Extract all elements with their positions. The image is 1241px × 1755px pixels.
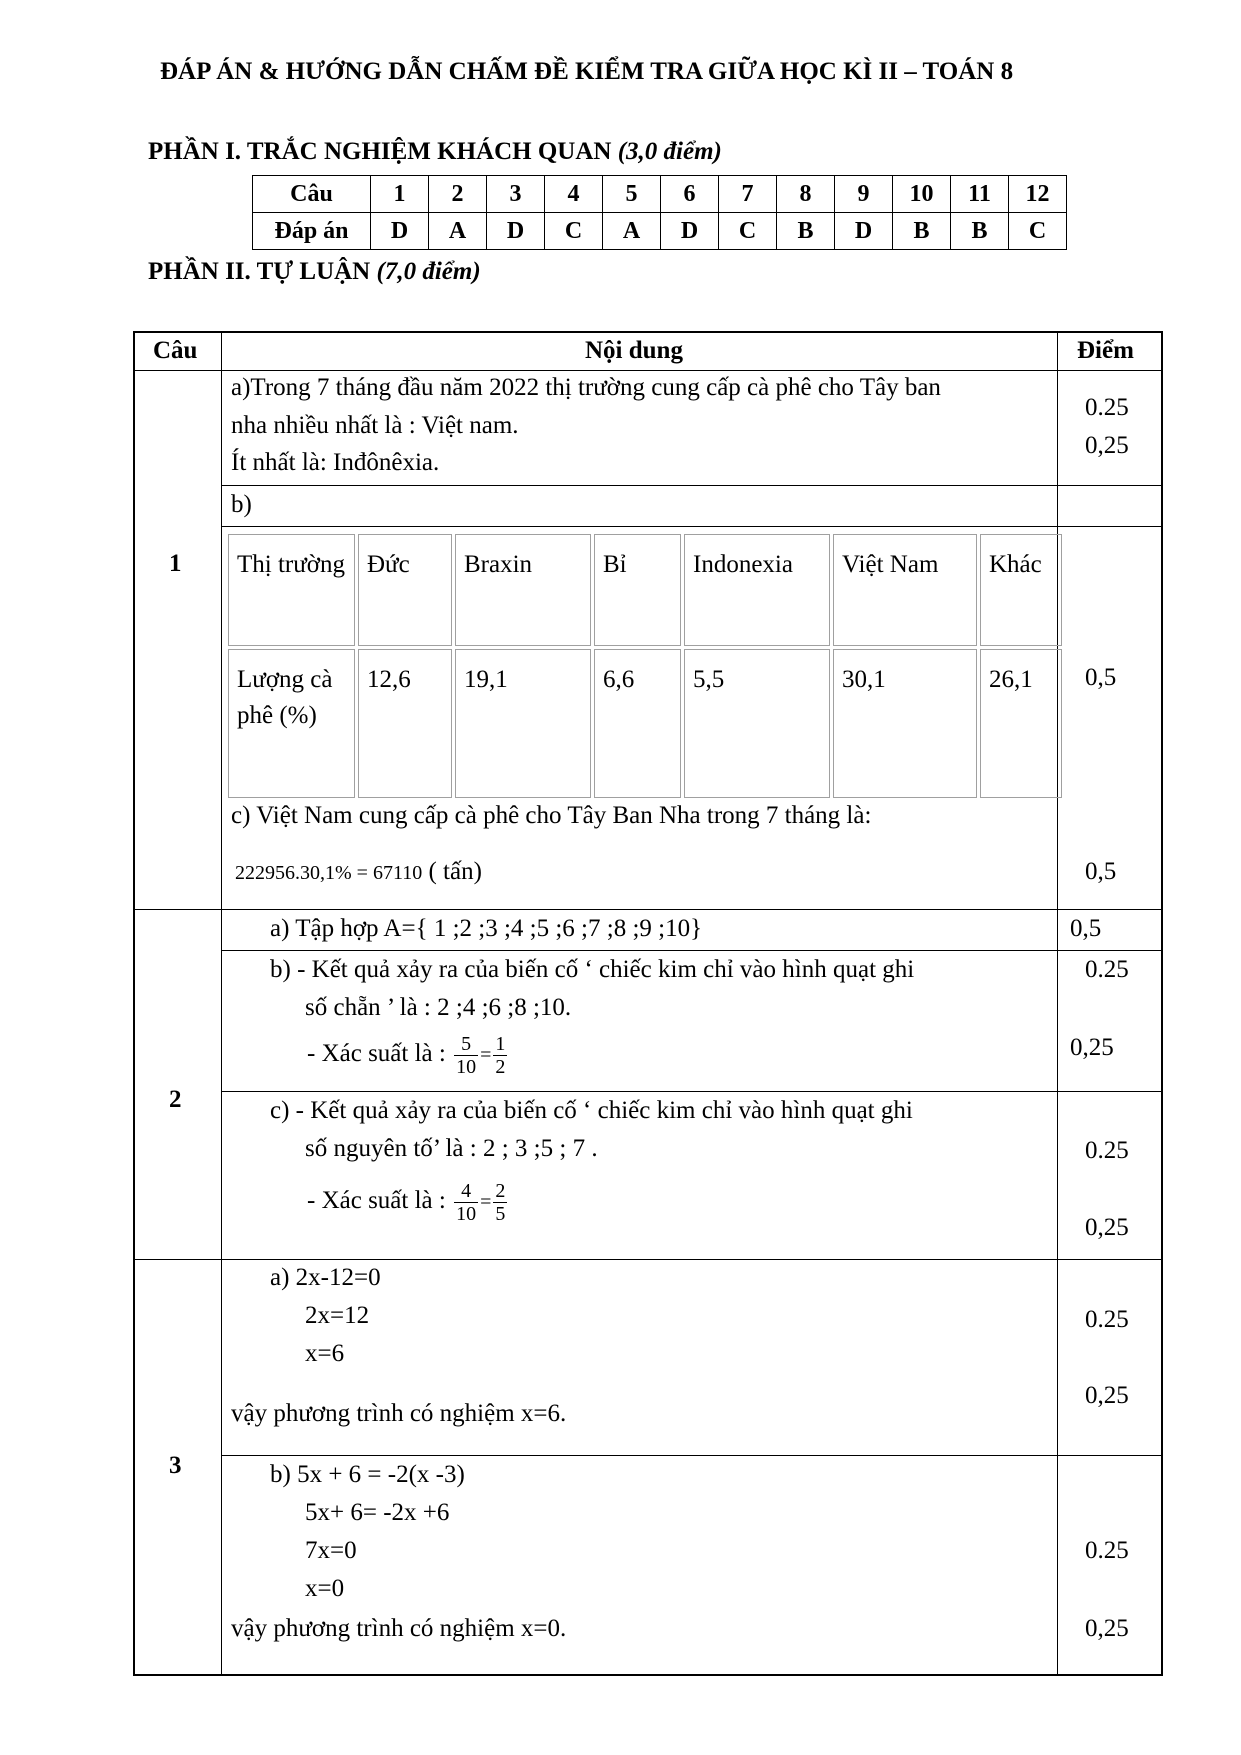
q3a-line3: x=6 xyxy=(305,1340,345,1367)
coffee-table-value-cell: 6,6 xyxy=(594,649,681,798)
question-number: 12 xyxy=(1009,176,1067,213)
q3a-line2: 2x=12 xyxy=(305,1302,370,1329)
q2b-probability xyxy=(307,1033,509,1078)
q3b-line3: 7x=0 xyxy=(305,1537,357,1564)
page-title: ĐÁP ÁN & HƯỚNG DẪN CHẤM ĐỀ KIỂM TRA GIỮA HỌC KÌ II – TOÁN 8 xyxy=(160,58,1014,85)
coffee-table-header-row xyxy=(228,534,1062,646)
q1c-unit: ( tấn) xyxy=(428,858,482,885)
part1-points: (3,0 điểm) xyxy=(617,138,722,165)
q3b-score1: 0.25 xyxy=(1085,1537,1129,1564)
fraction-numerator: 4 xyxy=(454,1180,478,1203)
question-number: 8 xyxy=(777,176,835,213)
question-number: 5 xyxy=(603,176,661,213)
header-cau: Câu xyxy=(153,337,198,364)
q3b-line1: b) 5x + 6 = -2(x -3) xyxy=(270,1461,465,1488)
coffee-table-value-cell: 30,1 xyxy=(833,649,977,798)
coffee-market-table xyxy=(225,531,1065,801)
q2a-line: a) Tập hợp A={ 1 ;2 ;3 ;4 ;5 ;6 ;7 ;8 ;9 ;10} xyxy=(270,915,703,942)
coffee-table-value-row xyxy=(228,649,1062,798)
fraction xyxy=(493,1180,507,1225)
coffee-table-header-cell: Braxin xyxy=(455,534,591,646)
question-number: 11 xyxy=(951,176,1009,213)
header-diem: Điểm xyxy=(1077,337,1134,364)
q1c-formula-line xyxy=(235,857,482,887)
answer-letter: D xyxy=(371,213,429,250)
q1b-label: b) xyxy=(231,491,252,518)
coffee-table-value-cell: 19,1 xyxy=(455,649,591,798)
coffee-table-value-cell: 12,6 xyxy=(358,649,452,798)
fraction-denominator: 10 xyxy=(456,1203,477,1225)
answer-letter: D xyxy=(487,213,545,250)
part2-heading xyxy=(148,258,481,286)
q2b-line1: b) - Kết quả xảy ra của biến cố ‘ chiếc kim chỉ vào hình quạt ghi xyxy=(270,956,915,983)
q3b-line4: x=0 xyxy=(305,1575,345,1602)
q3a-line1: a) 2x-12=0 xyxy=(270,1264,381,1291)
question-number: 1 xyxy=(371,176,429,213)
row-divider xyxy=(221,526,1161,527)
q1a-line1: a)Trong 7 tháng đầu năm 2022 thị trường cung cấp cà phê cho Tây ban xyxy=(231,374,941,401)
q1c-line1: c) Việt Nam cung cấp cà phê cho Tây Ban Nha trong 7 tháng là: xyxy=(231,802,872,829)
row-divider xyxy=(221,1091,1161,1092)
q2c-score1: 0.25 xyxy=(1085,1137,1129,1164)
fraction-numerator: 2 xyxy=(495,1180,506,1202)
question-number: 7 xyxy=(719,176,777,213)
q2c-line2: số nguyên tố’ là : 2 ; 3 ;5 ; 7 . xyxy=(305,1135,598,1162)
equals-sign: = xyxy=(480,1191,492,1214)
row-divider xyxy=(135,909,1161,910)
q3b-score2: 0,25 xyxy=(1085,1615,1129,1642)
answer-key-table xyxy=(252,175,1067,250)
fraction xyxy=(454,1180,478,1225)
answer-key-row-answers xyxy=(253,213,1067,250)
coffee-table-header-cell: Indonexia xyxy=(684,534,830,646)
q3a-score2: 0,25 xyxy=(1085,1382,1129,1409)
answer-key-question-header: Câu xyxy=(253,176,371,213)
equals-sign: = xyxy=(480,1044,492,1067)
answer-letter: C xyxy=(545,213,603,250)
question-number: 4 xyxy=(545,176,603,213)
fraction-numerator: 1 xyxy=(495,1033,506,1055)
answer-key-answer-header: Đáp án xyxy=(253,213,371,250)
q3a-score1: 0.25 xyxy=(1085,1306,1129,1333)
question-number: 6 xyxy=(661,176,719,213)
question-number: 2 xyxy=(429,176,487,213)
question-number: 9 xyxy=(835,176,893,213)
q2b-line3: - Xác suất là : xyxy=(307,1040,446,1068)
question-number: 10 xyxy=(893,176,951,213)
question-1-number: 1 xyxy=(169,550,182,577)
row-divider xyxy=(221,1455,1161,1456)
row-divider xyxy=(221,950,1161,951)
answer-key-row-questions xyxy=(253,176,1067,213)
answer-letter: D xyxy=(835,213,893,250)
coffee-table-header-cell: Đức xyxy=(358,534,452,646)
q2b-line2: số chẵn ’ là : 2 ;4 ;6 ;8 ;10. xyxy=(305,994,572,1021)
question-2-number: 2 xyxy=(169,1086,182,1113)
essay-table xyxy=(133,331,1163,1676)
q2c-probability xyxy=(307,1180,509,1225)
header-noi-dung: Nội dung xyxy=(585,337,683,364)
q3b-line2: 5x+ 6= -2x +6 xyxy=(305,1499,450,1526)
q2b-score2: 0,25 xyxy=(1070,1034,1114,1061)
q3b-conclusion: vậy phương trình có nghiệm x=0. xyxy=(231,1615,567,1642)
row-divider xyxy=(135,370,1161,371)
q1b-score: 0,5 xyxy=(1085,664,1117,691)
coffee-table-value-cell: 26,1 xyxy=(980,649,1062,798)
row-divider xyxy=(135,1259,1161,1260)
question-3-number: 3 xyxy=(169,1452,182,1479)
q2c-line1: c) - Kết quả xảy ra của biến cố ‘ chiếc kim chỉ vào hình quạt ghi xyxy=(270,1097,913,1124)
q2c-line3: - Xác suất là : xyxy=(307,1187,446,1215)
coffee-table-header-cell: Khác xyxy=(980,534,1062,646)
q1a-score1: 0.25 xyxy=(1085,394,1129,421)
answer-letter: C xyxy=(719,213,777,250)
part2-label: PHẦN II. TỰ LUẬN xyxy=(148,258,371,285)
part2-points: (7,0 điểm) xyxy=(376,258,481,285)
column-divider xyxy=(221,333,222,1674)
answer-letter: A xyxy=(603,213,661,250)
question-number: 3 xyxy=(487,176,545,213)
fraction xyxy=(493,1033,507,1078)
q2a-score: 0,5 xyxy=(1070,915,1102,942)
fraction-denominator: 2 xyxy=(495,1056,506,1078)
q3a-conclusion: vậy phương trình có nghiệm x=6. xyxy=(231,1400,567,1427)
q2c-score2: 0,25 xyxy=(1085,1214,1129,1241)
coffee-table-value-cell: Lượng cà phê (%) xyxy=(228,649,355,798)
q1a-line3: Ít nhất là: Inđônêxia. xyxy=(231,449,440,476)
q1a-score2: 0,25 xyxy=(1085,432,1129,459)
q2b-score1: 0.25 xyxy=(1085,956,1129,983)
coffee-table-value-cell: 5,5 xyxy=(684,649,830,798)
answer-letter: C xyxy=(1009,213,1067,250)
q1a-line2: nha nhiều nhất là : Việt nam. xyxy=(231,412,519,439)
q1c-formula: 222956.30,1% = 67110 xyxy=(235,862,423,884)
fraction-numerator: 5 xyxy=(454,1033,478,1056)
answer-letter: D xyxy=(661,213,719,250)
answer-letter: B xyxy=(893,213,951,250)
part1-heading xyxy=(148,138,722,166)
answer-letter: B xyxy=(777,213,835,250)
row-divider xyxy=(221,485,1161,486)
answer-letter: A xyxy=(429,213,487,250)
coffee-table-header-cell: Bỉ xyxy=(594,534,681,646)
fraction xyxy=(454,1033,478,1078)
answer-letter: B xyxy=(951,213,1009,250)
q1c-score: 0,5 xyxy=(1085,858,1117,885)
coffee-table-header-cell: Thị trường xyxy=(228,534,355,646)
coffee-table-header-cell: Việt Nam xyxy=(833,534,977,646)
fraction-denominator: 10 xyxy=(456,1056,477,1078)
part1-label: PHẦN I. TRẮC NGHIỆM KHÁCH QUAN xyxy=(148,138,612,165)
fraction-denominator: 5 xyxy=(495,1203,506,1225)
